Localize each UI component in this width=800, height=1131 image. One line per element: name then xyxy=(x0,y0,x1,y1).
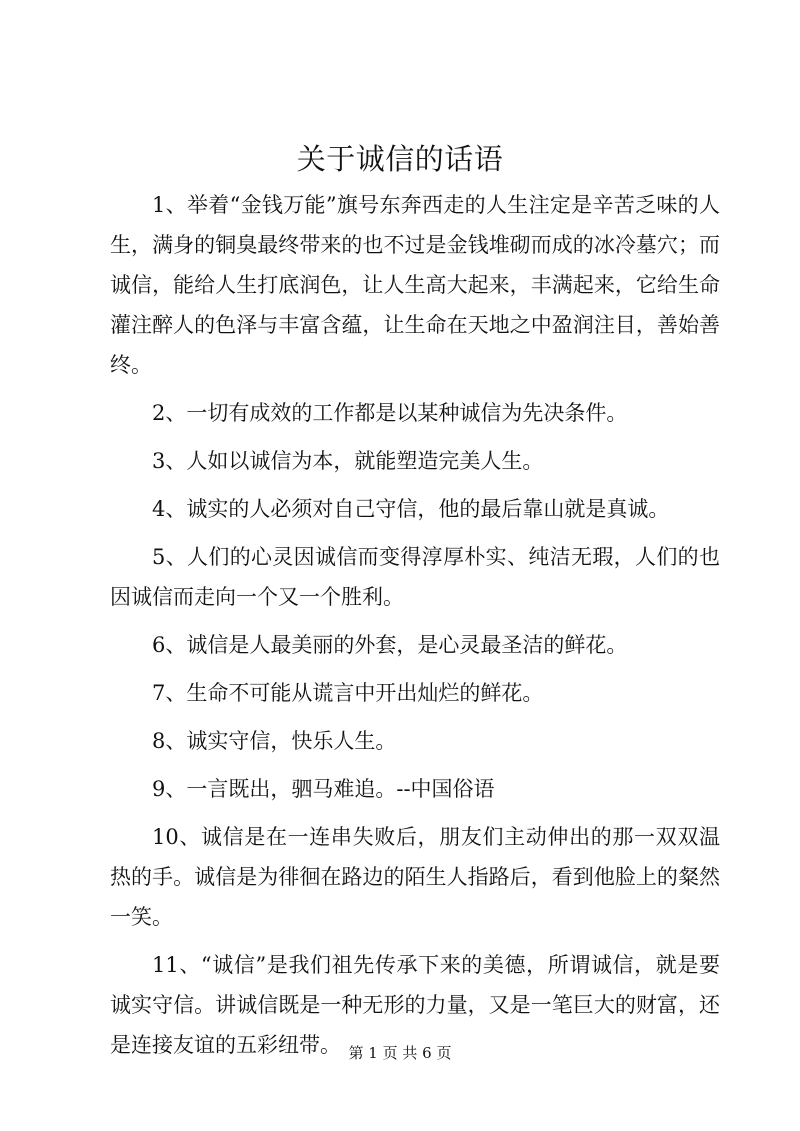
paragraph-11: 11、“诚信”是我们祖先传承下来的美德，所谓诚信，就是要诚实守信。讲诚信既是一种无形的力量，又是一笔巨大的财富，还是连接友谊的五彩纽带。 xyxy=(110,953,720,1057)
paragraph-6: 6、诚信是人最美丽的外套，是心灵最圣洁的鲜花。 xyxy=(152,633,628,657)
document-body xyxy=(110,185,720,1073)
paragraph-3: 3、人如以诚信为本，就能塑造完美人生。 xyxy=(152,449,544,473)
paragraph-7: 7、生命不可能从谎言中开出灿烂的鲜花。 xyxy=(152,681,544,705)
document-title: 关于诚信的话语 xyxy=(296,142,504,176)
paragraph-10: 10、诚信是在一连串失败后，朋友们主动伸出的那一双双温热的手。诚信是为徘徊在路边的陌生人指路后，看到他脸上的粲然一笑。 xyxy=(110,825,720,929)
paragraph-2: 2、一切有成效的工作都是以某种诚信为先决条件。 xyxy=(152,401,628,425)
paragraph-8: 8、诚实守信，快乐人生。 xyxy=(152,729,397,753)
paragraph-5: 5、人们的心灵因诚信而变得淳厚朴实、纯洁无瑕，人们的也因诚信而走向一个又一个胜利。 xyxy=(110,545,720,609)
paragraph-1: 1、举着“金钱万能”旗号东奔西走的人生注定是辛苦乏味的人生，满身的铜臭最终带来的也不过是金钱堆砌而成的冰冷墓穴；而诚信，能给人生打底润色，让人生高大起来，丰满起来，它给生命灌注醉人的色泽与丰富含蕴，让生命在天地之中盈润注目，善始善终。 xyxy=(110,193,720,377)
paragraph-4: 4、诚实的人必须对自己守信，他的最后靠山就是真诚。 xyxy=(152,497,670,521)
paragraph-9: 9、一言既出，驷马难追。--中国俗语 xyxy=(152,777,495,801)
page-footer: 第 1 页 共 6 页 xyxy=(348,1044,452,1062)
